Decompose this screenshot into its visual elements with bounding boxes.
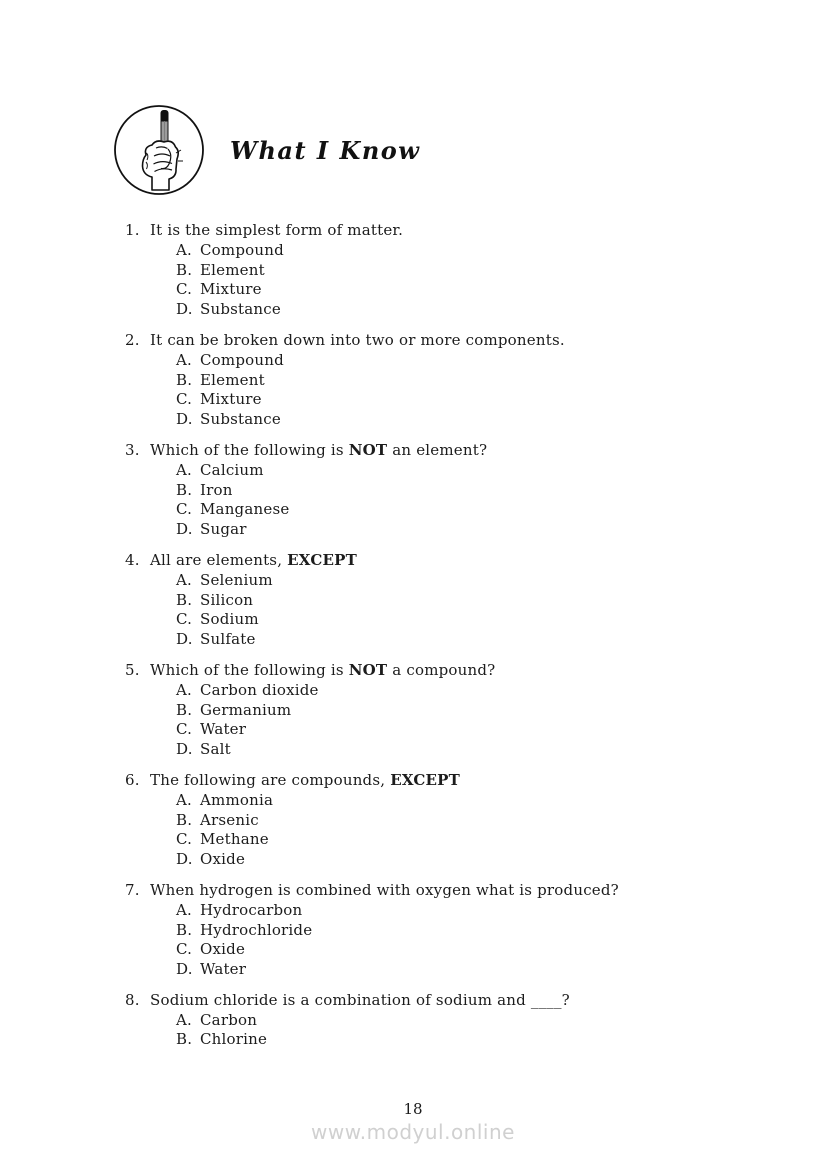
question-text-pre: When hydrogen is combined with oxygen what is produced? [150, 880, 619, 899]
option-letter: D. [176, 850, 193, 869]
option-letter: C. [176, 720, 193, 739]
question-text-pre: Which of the following is [150, 660, 349, 679]
question-number: 2. [125, 330, 140, 349]
options-list [176, 681, 776, 760]
option-text: Compound [200, 240, 284, 259]
question-text [150, 441, 776, 461]
page-number: 18 [403, 1100, 423, 1118]
options-list [176, 351, 776, 430]
option-letter: D. [176, 960, 193, 979]
option-text: Compound [200, 350, 284, 369]
option-item [176, 830, 776, 850]
option-text: Carbon dioxide [200, 680, 319, 699]
question-number: 8. [125, 990, 140, 1009]
option-text: Carbon [200, 1010, 258, 1029]
option-letter: B. [176, 480, 193, 499]
option-item [176, 371, 776, 391]
option-item [176, 261, 776, 281]
option-text: Arsenic [200, 810, 259, 829]
option-letter: A. [176, 680, 193, 699]
questions-list [125, 221, 776, 1061]
option-item [176, 300, 776, 320]
options-list [176, 461, 776, 540]
option-item [176, 811, 776, 831]
question-number: 7. [125, 880, 140, 899]
options-list [176, 901, 776, 980]
option-text: Substance [200, 300, 281, 319]
question-text-bold: NOT [348, 660, 388, 679]
options-list [176, 571, 776, 650]
options-list [176, 241, 776, 320]
option-letter: D. [176, 300, 193, 319]
option-letter: A. [176, 460, 193, 479]
option-text: Chlorine [200, 1030, 268, 1049]
option-text: Iron [200, 480, 233, 499]
option-item [176, 591, 776, 611]
option-text: Selenium [200, 570, 273, 589]
option-letter: B. [176, 920, 193, 939]
option-text: Water [200, 960, 247, 979]
question-body [150, 991, 776, 1050]
question-item [125, 551, 776, 650]
option-text: Element [200, 370, 265, 389]
option-item [176, 241, 776, 261]
option-letter: B. [176, 590, 193, 609]
option-letter: C. [176, 500, 193, 519]
option-item [176, 280, 776, 300]
question-number: 5. [125, 660, 140, 679]
option-item [176, 701, 776, 721]
option-item [176, 850, 776, 870]
options-list [176, 1011, 776, 1051]
option-letter: D. [176, 520, 193, 539]
question-text-pre: All are elements, [150, 550, 288, 569]
section-header [112, 103, 420, 197]
option-item [176, 681, 776, 701]
question-body [150, 881, 776, 980]
option-item [176, 1011, 776, 1031]
option-item [176, 940, 776, 960]
question-body [150, 771, 776, 870]
option-text: Water [200, 720, 247, 739]
question-number: 6. [125, 770, 140, 789]
option-letter: A. [176, 240, 193, 259]
question-text-pre: Sodium chloride is a combination of sodium and ____? [150, 990, 570, 1009]
option-text: Oxide [200, 850, 246, 869]
option-item [176, 520, 776, 540]
question-text [150, 551, 776, 571]
option-item [176, 960, 776, 980]
question-item [125, 771, 776, 870]
hand-holding-pencil-icon [112, 103, 206, 197]
option-item [176, 720, 776, 740]
option-item [176, 610, 776, 630]
option-item [176, 630, 776, 650]
option-item [176, 791, 776, 811]
option-letter: A. [176, 570, 193, 589]
question-text-pre: It can be broken down into two or more components. [150, 330, 565, 349]
option-text: Germanium [200, 700, 292, 719]
question-number: 3. [125, 440, 140, 459]
option-text: Element [200, 260, 265, 279]
option-item [176, 410, 776, 430]
option-item [176, 571, 776, 591]
option-letter: A. [176, 900, 193, 919]
option-text: Oxide [200, 940, 246, 959]
page-title: What I Know [230, 135, 421, 165]
option-letter: A. [176, 1010, 193, 1029]
option-letter: B. [176, 700, 193, 719]
question-item [125, 881, 776, 980]
option-text: Hydrocarbon [200, 900, 303, 919]
option-item [176, 461, 776, 481]
option-text: Silicon [200, 590, 254, 609]
option-text: Mixture [200, 280, 262, 299]
option-letter: C. [176, 280, 193, 299]
option-letter: D. [176, 740, 193, 759]
option-letter: C. [176, 610, 193, 629]
question-number: 4. [125, 550, 140, 569]
watermark-text: www.modyul.online [311, 1120, 515, 1144]
question-item [125, 661, 776, 760]
option-text: Methane [200, 830, 269, 849]
question-text-post: an element? [387, 440, 488, 459]
option-text: Sodium [200, 610, 259, 629]
question-text-pre: It is the simplest form of matter. [150, 221, 404, 239]
question-number: 1. [125, 221, 140, 239]
option-item [176, 740, 776, 760]
option-text: Manganese [200, 500, 290, 519]
option-text: Ammonia [200, 790, 274, 809]
question-body [150, 331, 776, 430]
option-letter: D. [176, 630, 193, 649]
question-text-pre: Which of the following is [150, 440, 349, 459]
question-text-bold: EXCEPT [390, 770, 461, 789]
option-item [176, 1030, 776, 1050]
option-text: Salt [200, 740, 231, 759]
option-text: Sulfate [200, 630, 256, 649]
question-text [150, 771, 776, 791]
option-letter: C. [176, 940, 193, 959]
question-text [150, 881, 776, 901]
question-item [125, 331, 776, 430]
option-text: Calcium [200, 460, 264, 479]
question-text-bold: NOT [348, 440, 388, 459]
option-letter: A. [176, 790, 193, 809]
question-body [150, 441, 776, 540]
option-item [176, 901, 776, 921]
question-text-pre: The following are compounds, [150, 770, 391, 789]
option-letter: B. [176, 260, 193, 279]
option-item [176, 390, 776, 410]
option-letter: C. [176, 390, 193, 409]
question-item [125, 221, 776, 320]
options-list [176, 791, 776, 870]
question-item [125, 991, 776, 1050]
option-letter: B. [176, 1030, 193, 1049]
option-item [176, 481, 776, 501]
question-body [150, 661, 776, 760]
question-text [150, 661, 776, 681]
option-item [176, 351, 776, 371]
option-item [176, 500, 776, 520]
option-letter: A. [176, 350, 193, 369]
option-text: Sugar [200, 520, 247, 539]
question-body [150, 221, 776, 320]
option-letter: B. [176, 810, 193, 829]
option-item [176, 921, 776, 941]
question-text [150, 221, 776, 241]
question-text [150, 991, 776, 1011]
question-text [150, 331, 776, 351]
option-text: Substance [200, 410, 281, 429]
question-text-post: a compound? [387, 660, 496, 679]
option-letter: D. [176, 410, 193, 429]
question-body [150, 551, 776, 650]
option-text: Mixture [200, 390, 262, 409]
question-text-bold: EXCEPT [287, 550, 357, 569]
option-text: Hydrochloride [200, 920, 313, 939]
option-letter: C. [176, 830, 193, 849]
option-letter: B. [176, 370, 193, 389]
question-item [125, 441, 776, 540]
